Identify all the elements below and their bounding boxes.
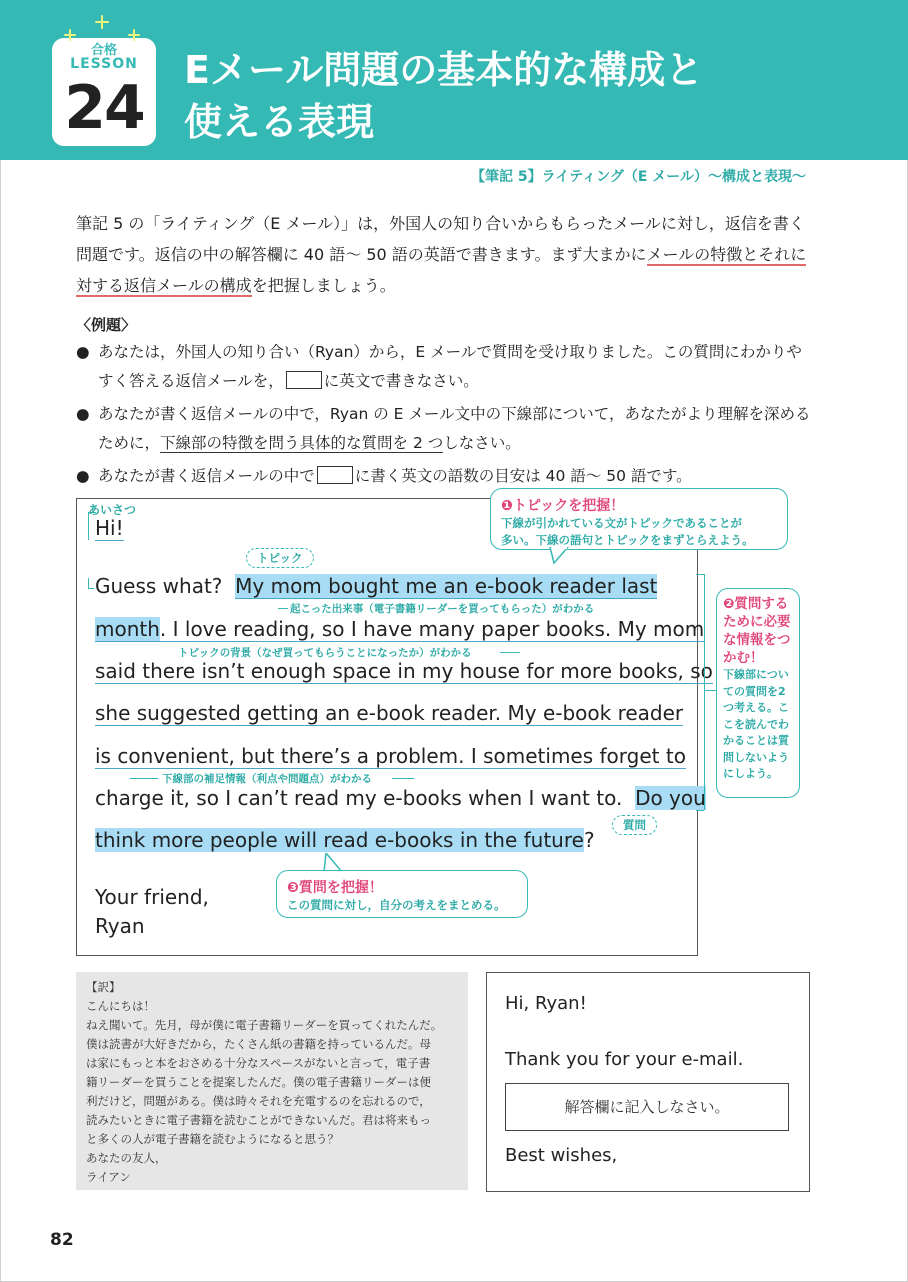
callout-info-title	[723, 595, 793, 667]
page-number: 82	[50, 1230, 74, 1250]
intro-underlined: メールの特徴とそれに対する返信メールの構成	[76, 245, 807, 295]
email-line-2-text: . I love reading, so I have many paper books. My mom	[159, 617, 705, 641]
callout-info-text-line: ての質問を2	[723, 684, 786, 698]
bullet3-text-a: あなたが書く返信メールの中で	[98, 467, 315, 485]
question-tag: 質問	[612, 815, 657, 835]
callout-info-text-line: 下線部につい	[723, 668, 789, 681]
info-bracket-bottom	[696, 810, 704, 811]
email-line-3-text: said there isn’t enough space in my house for more books, so	[95, 659, 713, 683]
email-line-7	[95, 828, 595, 852]
greeting-label: あいさつ	[88, 503, 137, 517]
bullet-icon: ●	[76, 467, 90, 485]
translation-line: ライアン	[86, 1170, 131, 1184]
sparkle-icon	[62, 14, 144, 42]
callout-info-text-line: かることは質	[723, 734, 789, 747]
question-highlight: Do you	[635, 786, 706, 810]
callout-info-text-line: にしよう。	[723, 767, 778, 780]
answer-field[interactable]: 解答欄に記入しなさい。	[505, 1083, 789, 1131]
blank-box-icon	[317, 466, 353, 484]
email-line-5-text: is convenient, but there’s a problem. I sometimes forget to	[95, 744, 686, 768]
callout-info-text-line: こを読んでわ	[723, 717, 789, 731]
title-line-1: Eメール問題の基本的な構成と	[184, 48, 704, 92]
answer-greeting: Hi, Ryan!	[505, 993, 587, 1014]
lesson-badge	[52, 38, 156, 146]
callout-question-text: この質問に対し，自分の考えをまとめる。	[287, 898, 506, 912]
answer-thanks: Thank you for your e-mail.	[505, 1049, 744, 1070]
callout-pointer-icon	[548, 547, 572, 565]
info-bracket-top	[696, 574, 704, 575]
email-line-3	[95, 659, 713, 683]
intro-text-2: を把握しましょう。	[251, 276, 396, 295]
translation-line: は家にもっと本をおさめる十分なスペースがないと言って，電子書	[86, 1056, 431, 1070]
example-bullets	[76, 338, 816, 491]
supplement-note-line-right	[392, 778, 414, 779]
bullet-item	[76, 338, 816, 396]
bullet1-text-a: あなたは，外国人の知り合い（Ryan）から，E メールで質問を受け取りました。この質問にわかりやすく答える返信メールを，	[98, 343, 802, 390]
event-note: 起こった出来事（電子書籍リーダーを買ってもらった）がわかる	[290, 603, 595, 615]
bullet2-text-a: あなたが書く返信メールの中で，Ryan の E メール文中の下線部について，あなたがより理解を深めるために，	[98, 405, 811, 452]
badge-pass-label: 合格	[90, 43, 117, 58]
bullet-icon: ●	[76, 405, 90, 423]
translation-label: 【訳】	[86, 980, 121, 994]
badge-lesson-label: LESSON	[70, 56, 138, 72]
topic-highlight: My mom bought me an e-book reader last	[235, 574, 658, 598]
supplement-note-line-left	[130, 778, 158, 779]
answer-closing: Best wishes,	[505, 1145, 618, 1166]
translation-line: ねえ聞いて。先月，母が僕に電子書籍リーダーを買ってくれたんだ。	[86, 1018, 443, 1032]
callout-info-title-line: ために必要	[723, 614, 791, 630]
topic-highlight-cont: month	[95, 617, 160, 641]
answer-box	[486, 972, 810, 1192]
callout-topic-title: ❶トピックを把握！	[501, 498, 625, 514]
supplement-note: 下線部の補足情報（利点や問題点）がわかる	[162, 773, 372, 785]
translation-line: 籍リーダーを買うことを提案したんだ。僕の電子書籍リーダーは便	[86, 1075, 431, 1089]
bullet-item	[76, 400, 816, 458]
email-line-1-text: Guess what?	[95, 574, 223, 598]
email-greeting	[95, 516, 124, 540]
translation-line: と多くの人が電子書籍を読むようになると思う？	[86, 1132, 339, 1146]
question-highlight-cont: think more people will read e-books in the future	[95, 828, 584, 852]
email-signature: Ryan	[95, 914, 145, 938]
callout-question-title: ❸質問を把握！	[287, 880, 383, 896]
translation-line: 読みたいときに電子書籍を読むことができないんだ。君は将来もっ	[86, 1113, 431, 1127]
bullet3-text-b: に書く英文の語数の目安は 40 語～ 50 語です。	[354, 467, 692, 485]
background-note: トピックの背景（なぜ買ってもらうことになったか）がわかる	[178, 647, 472, 659]
callout-topic-text-1: 下線が引かれている文がトピックであることが	[501, 516, 743, 530]
callout-info-title-line: な情報をつ	[723, 632, 791, 648]
email-line-7-text: ?	[583, 828, 595, 852]
body-bracket-tick	[88, 588, 94, 589]
lesson-number: 24	[64, 73, 144, 143]
translation-line: こんにちは！	[86, 999, 155, 1013]
email-line-4	[95, 701, 683, 725]
translation-line: あなたの友人，	[86, 1151, 167, 1165]
callout-topic-text-2: 多い。下線の語句とトピックをまずとらえよう。	[501, 533, 754, 547]
callout-info-text-line: 問しないよう	[723, 750, 789, 764]
translation-text	[86, 978, 464, 1187]
callout-topic	[490, 488, 788, 550]
email-line-6	[95, 786, 706, 810]
event-note-line	[278, 608, 288, 609]
callout-info-title-line: かむ！	[723, 650, 764, 666]
title-line-2: 使える表現	[184, 100, 375, 144]
example-heading: 〈例題〉	[76, 316, 137, 334]
bullet-item	[76, 462, 816, 491]
email-line-5	[95, 744, 686, 768]
bullet1-text-b: に英文で書きなさい。	[323, 372, 479, 390]
email-line-6-text: charge it, so I can’t read my e-books when I want to.	[95, 786, 623, 810]
section-tag: 【筆記 5】ライティング（E メール）～構成と表現～	[471, 169, 806, 185]
callout-info-text	[723, 667, 793, 783]
body-bracket	[88, 578, 89, 588]
translation-line: 利だけど，問題がある。僕は時々それを充電するのを忘れるので，	[86, 1094, 431, 1108]
email-line-4-text: she suggested getting an e-book reader. My e-book reader	[95, 701, 684, 725]
bullet2-text-b: しなさい。	[443, 434, 521, 452]
email-closing: Your friend,	[95, 885, 209, 909]
email-line-2	[95, 617, 704, 641]
callout-info-title-line: ❷質問する	[723, 596, 789, 612]
translation-box	[76, 972, 468, 1190]
background-note-line	[500, 652, 520, 653]
info-bracket-pointer	[704, 690, 716, 691]
info-bracket	[704, 574, 705, 810]
blank-box-icon	[286, 371, 322, 389]
callout-info	[716, 588, 800, 798]
topic-tag: トピック	[246, 548, 314, 568]
email-line-1	[95, 574, 657, 598]
callout-info-text-line: つ考える。こ	[723, 701, 789, 714]
page-title	[184, 44, 884, 148]
translation-line: 僕は読書が大好きだから，たくさん紙の書籍を持っているんだ。母	[86, 1037, 431, 1051]
intro-paragraph	[76, 208, 812, 301]
bullet2-underlined: 下線部の特徴を問う具体的な質問を 2 つ	[160, 434, 444, 452]
callout-question	[276, 870, 528, 918]
bullet-icon: ●	[76, 343, 90, 361]
intro-text-1: 筆記 5 の「ライティング（E メール）」は，外国人の知り合いからもらったメールに対し，返信を書く問題です。返信の中の解答欄に 40 語～ 50 語の英語で書きます。まず大まかに	[76, 214, 805, 264]
email-hi: Hi!	[95, 516, 124, 540]
